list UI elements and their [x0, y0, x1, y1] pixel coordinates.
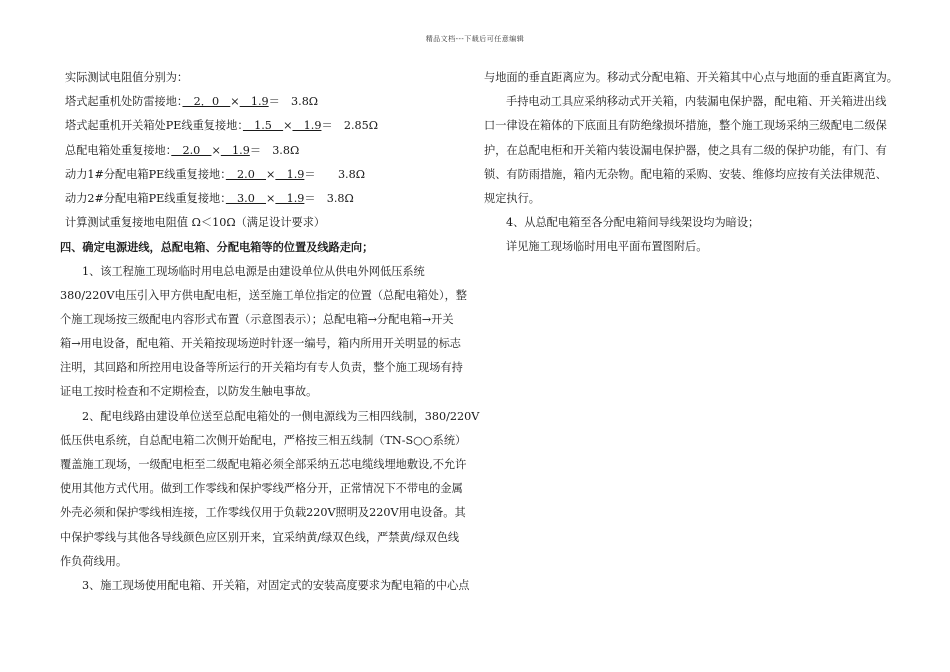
paragraph-line: 使用其他方式代用。做到工作零线和保护零线严格分开，正常情况下不带电的金属	[60, 482, 463, 496]
test-row	[60, 114, 480, 138]
test-value-b: 1.9	[220, 143, 250, 157]
test-row	[60, 139, 480, 163]
test-label: 动力1#分配电箱PE线重复接地：	[65, 167, 226, 181]
paragraph-line: 与地面的垂直距离应为。移动式分配电箱、开关箱其中心点与地面的垂直距离宜为。	[484, 71, 898, 84]
paragraph-line: 1、该工程施工现场临时用电总电源是由建设单位从供电外网低压系统	[82, 264, 425, 278]
test-value-a: 2．0	[182, 95, 231, 109]
test-value-b: 1.9	[275, 167, 305, 181]
paragraph-line: 详见施工现场临时用电平面布置图附后。	[506, 240, 708, 254]
paragraph-line: 箱→用电设备，配电箱、开关箱按现场逆时针逐一编号，箱内所用开关明显的标志	[60, 337, 461, 351]
paragraph-line: 注明，其回路和所控用电设备等所运行的开关箱均有专人负责，整个施工现场有持	[60, 361, 463, 375]
test-row	[60, 163, 480, 187]
test-row	[60, 90, 480, 114]
test-intro: 实际测试电阻值分别为：	[65, 71, 189, 84]
paragraph-line: 口一律设在箱体的下底面且有防绝缘损坏措施，整个施工现场采纳三级配电二级保	[484, 119, 887, 133]
times-sign: ×	[283, 119, 293, 133]
times-sign: ×	[266, 167, 276, 181]
paragraph-line: 个施工现场按三级配电内容形式布置（示意图表示）；总配电箱→分配电箱→开关	[60, 312, 454, 326]
test-value-b: 1.9	[275, 191, 305, 205]
section-heading: 四、确定电源进线，总配电箱、分配电箱等的位置及线路走向；	[60, 240, 374, 255]
left-column	[60, 66, 480, 598]
test-row	[60, 187, 480, 211]
paragraph-line: 证电工按时检查和不定期检查，以防发生触电事故。	[60, 385, 318, 399]
times-sign: ×	[266, 191, 276, 205]
test-value-a: 3.0	[225, 191, 267, 205]
paragraph-line: 手持电动工具应采纳移动式开关箱，内装漏电保护器，配电箱、开关箱进出线	[506, 95, 887, 109]
times-sign: ×	[230, 95, 240, 109]
paragraph-line: 2、配电线路由建设单位送至总配电箱处的一侧电源线为三相四线制，380/220V	[82, 409, 480, 423]
right-column	[484, 66, 914, 260]
paragraph-line: 护，在总配电柜和开关箱内装设漏电保护器，使之具有二级的保护功能，有门、有	[484, 143, 887, 157]
test-result: ＝ 3.8Ω	[304, 167, 366, 181]
test-result: ＝ 3.8Ω	[304, 191, 354, 205]
test-label: 塔式起重机处防雷接地：	[65, 95, 183, 109]
paragraph-line: 外壳必须和保护零线相连接，工作零线仅用于负载220V照明及220V用电设备。其	[60, 506, 466, 520]
test-label: 总配电箱处重复接地：	[65, 143, 172, 157]
test-value-a: 2.0	[171, 143, 212, 157]
test-result: ＝ 3.8Ω	[268, 95, 319, 109]
test-result: ＝ 3.8Ω	[249, 143, 300, 157]
test-label: 塔式起重机开关箱处PE线重复接地：	[65, 119, 243, 133]
test-value-b: 1.9	[239, 95, 269, 109]
test-value-a: 2.0	[225, 167, 267, 181]
paragraph-line: 中保护零线与其他各导线颜色应区别开来，宜采纳黄/绿双色线，严禁黄/绿双色线	[60, 530, 460, 544]
test-value-b: 1.9	[292, 119, 322, 133]
test-label: 动力2#分配电箱PE线重复接地：	[65, 191, 226, 205]
paragraph-line: 380/220V电压引入甲方供电配电柜，送至施工单位指定的位置（总配电箱处），整	[60, 288, 467, 302]
paragraph-line: 作负荷线用。	[60, 554, 128, 568]
paragraph-line: 3、施工现场使用配电箱、开关箱，对固定式的安装高度要求为配电箱的中心点	[82, 578, 470, 592]
paragraph-line: 低压供电系统，自总配电箱二次侧开始配电，严格按三相五线制（TN-S○○系统）	[60, 433, 467, 447]
times-sign: ×	[211, 143, 221, 157]
test-value-a: 1.5	[242, 119, 284, 133]
page-header: 精品文档---下载后可任意编辑	[425, 35, 525, 43]
paragraph-line: 规定执行。	[484, 191, 540, 205]
paragraph-line: 覆盖施工现场，一级配电柜至二级配电箱必须全部采纳五芯电缆线埋地敷设,不允许	[60, 458, 467, 471]
paragraph-line: 4、从总配电箱至各分配电箱间导线架设均为暗设；	[506, 216, 760, 230]
test-result: ＝ 2.85Ω	[321, 119, 379, 133]
paragraph-line: 锁、有防雨措施，箱内无杂物。配电箱的采购、安装、维修均应按有关法律规范、	[484, 167, 887, 181]
calc-line: 计算测试重复接地电阻值 Ω＜10Ω（满足设计要求）	[65, 216, 326, 230]
